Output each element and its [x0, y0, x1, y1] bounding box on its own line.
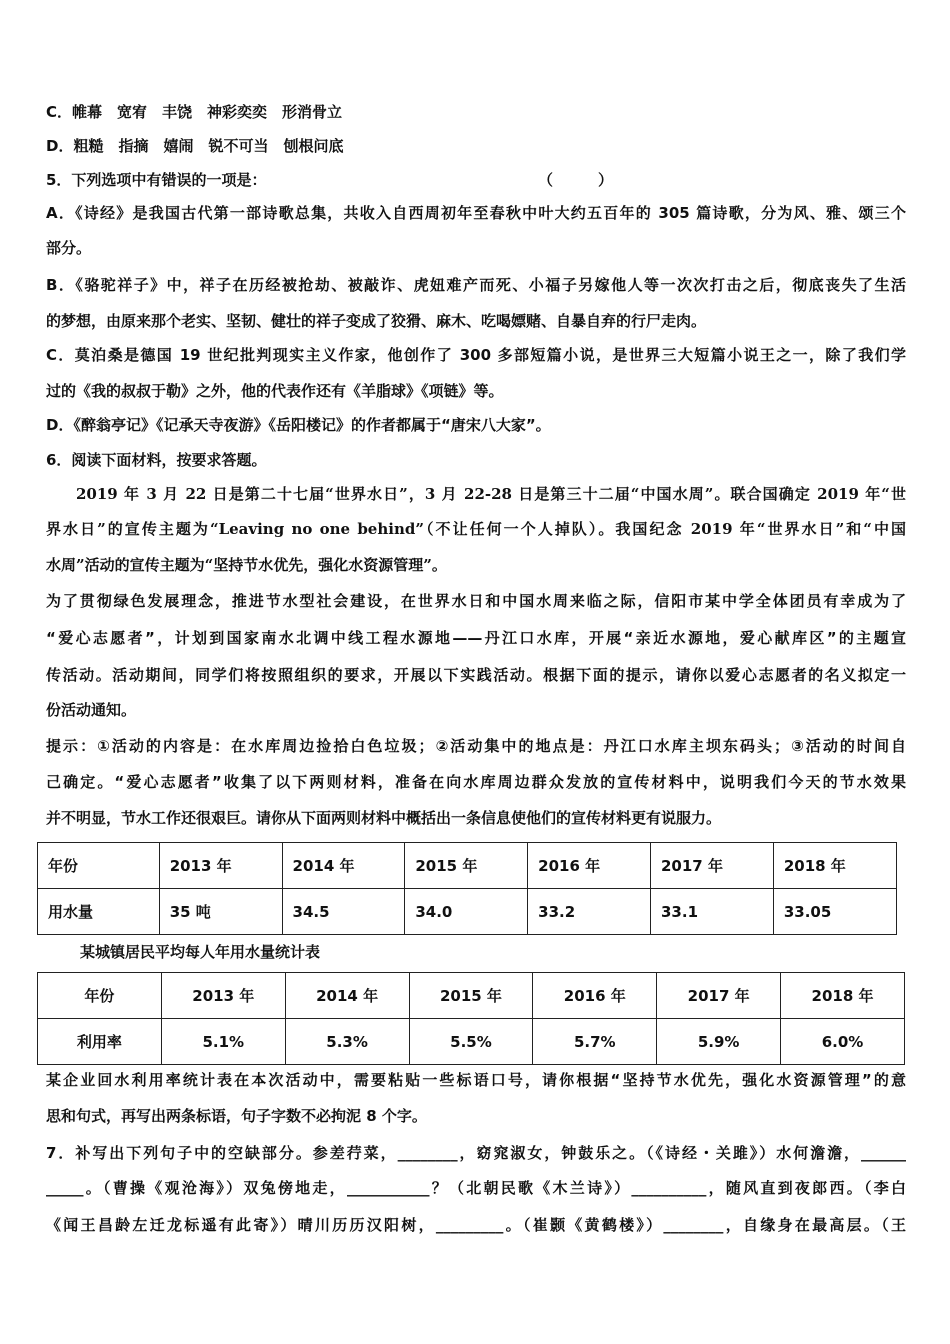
- q5-line: B．《骆驼祥子》中，祥子在历经被抢劫、被敲诈、虎妞难产而死、小福子另嫁他人等一次次打击之后，彻底丧失了生活: [46, 276, 906, 294]
- question-7-line: 7．补写出下列句子中的空缺部分。参差荇菜，________，窈窕淑女，钟鼓乐之。（《诗经・关雎》）水何澹澹，______: [46, 1144, 906, 1162]
- table-cell: 2018 年: [773, 843, 896, 889]
- question-7-line: 《闻王昌龄左迁龙标遥有此寄》）晴川历历汉阳树，_________。（崔颢《黄鹤楼》）________，自缘身在最高层。（王: [46, 1216, 906, 1234]
- table-cell: 2017 年: [657, 973, 781, 1019]
- table-cell: 33.05: [773, 889, 896, 935]
- table-cell: 年份: [38, 973, 162, 1019]
- table-cell: 5.3%: [285, 1019, 409, 1065]
- material-line: 水周”活动的宣传主题为“坚持节水优先，强化水资源管理”。: [46, 556, 447, 574]
- option-d: D．粗糙 指摘 嬉闹 锐不可当 刨根问底: [46, 137, 344, 155]
- question-6-stem: 6．阅读下面材料，按要求答题。: [46, 451, 267, 469]
- table-cell: 2014 年: [285, 973, 409, 1019]
- after-table-line: 某企业回水利用率统计表在本次活动中，需要粘贴一些标语口号，请你根据“坚持节水优先，强化水资源管理”的意: [46, 1071, 906, 1089]
- table-cell: 33.2: [528, 889, 651, 935]
- q5-line: 的梦想，由原来那个老实、坚韧、健壮的祥子变成了狡猾、麻木、吃喝嫖赌、自暴自弃的行尸走肉。: [46, 312, 707, 330]
- table-cell: 2015 年: [409, 973, 533, 1019]
- table-cell: 年份: [38, 843, 160, 889]
- task-line: 己确定。“爱心志愿者”收集了以下两则材料，准备在向水库周边群众发放的宣传材料中，说明我们今天的节水效果: [46, 773, 906, 791]
- table-header-row: [38, 973, 905, 1019]
- q5-line: A．《诗经》是我国古代第一部诗歌总集，共收入自西周初年至春秋中叶大约五百年的 305 篇诗歌，分为风、雅、颂三个: [46, 204, 906, 222]
- table-header-row: [38, 843, 897, 889]
- task-line: 并不明显，节水工作还很艰巨。请你从下面两则材料中概括出一条信息使他们的宣传材料更有说服力。: [46, 809, 722, 827]
- table-row: [38, 1019, 905, 1065]
- table-cell: 2016 年: [528, 843, 651, 889]
- q5-line: C．莫泊桑是德国 19 世纪批判现实主义作家，他创作了 300 多部短篇小说，是世界三大短篇小说王之一，除了我们学: [46, 346, 906, 364]
- table-row: [38, 889, 897, 935]
- table-cell: 2016 年: [533, 973, 657, 1019]
- table-cell: 33.1: [651, 889, 774, 935]
- table-cell: 利用率: [38, 1019, 162, 1065]
- water-usage-table: [37, 842, 897, 935]
- table-cell: 5.7%: [533, 1019, 657, 1065]
- question-5-stem: [46, 170, 906, 190]
- q5-line: 部分。: [46, 239, 92, 257]
- table-cell: 2013 年: [161, 973, 285, 1019]
- task-line: “爱心志愿者”，计划到国家南水北调中线工程水源地——丹江口水库，开展“亲近水源地，爱心献库区”的主题宣: [46, 629, 906, 647]
- table-cell: 5.5%: [409, 1019, 533, 1065]
- task-line: 传活动。活动期间，同学们将按照组织的要求，开展以下实践活动。根据下面的提示，请你以爱心志愿者的名义拟定一: [46, 666, 906, 684]
- table-cell: 2018 年: [781, 973, 905, 1019]
- table-caption: 某城镇居民平均每人年用水量统计表: [80, 943, 321, 961]
- after-table-line: 思和句式，再写出两条标语，句子字数不必拘泥 8 个字。: [46, 1107, 427, 1125]
- table-cell: 5.1%: [161, 1019, 285, 1065]
- q5-line: D．《醉翁亭记》《记承天寺夜游》《岳阳楼记》的作者都属于“唐宋八大家”。: [46, 416, 551, 434]
- table-cell: 34.5: [282, 889, 405, 935]
- table-cell: 2013 年: [159, 843, 282, 889]
- table-cell: 2015 年: [405, 843, 528, 889]
- q5-line: 过的《我的叔叔于勒》之外，他的代表作还有《羊脂球》《项链》等。: [46, 382, 504, 400]
- question-stem-text: 5．下列选项中有错误的一项是：: [46, 171, 267, 189]
- question-7-line: _____。（曹操《观沧海》）双兔傍地走，___________？（北朝民歌《木兰诗》）__________，随风直到夜郎西。（李白: [46, 1179, 906, 1197]
- table-cell: 2014 年: [282, 843, 405, 889]
- table-cell: 34.0: [405, 889, 528, 935]
- task-line: 份活动通知。: [46, 701, 137, 719]
- material-line: 2019 年 3 月 22 日是第二十七届“世界水日”，3 月 22-28 日是第三十二届“中国水周”。联合国确定 2019 年“世: [76, 485, 906, 503]
- table-cell: 用水量: [38, 889, 160, 935]
- task-line: 为了贯彻绿色发展理念，推进节水型社会建设，在世界水日和中国水周来临之际，信阳市某中学全体团员有幸成为了: [46, 592, 906, 610]
- answer-paren: （ ）: [538, 171, 614, 189]
- water-reuse-table: [37, 972, 905, 1065]
- task-line: 提示：①活动的内容是：在水库周边捡拾白色垃圾；②活动集中的地点是：丹江口水库主坝东码头；③活动的时间自: [46, 737, 906, 755]
- table-cell: 5.9%: [657, 1019, 781, 1065]
- table-cell: 2017 年: [651, 843, 774, 889]
- option-c: C．帷幕 宽宥 丰饶 神彩奕奕 形消骨立: [46, 103, 343, 121]
- material-line: 界水日”的宣传主题为“Leaving no one behind”（不让任何一个人掉队）。我国纪念 2019 年“世界水日”和“中国: [46, 520, 906, 538]
- table-cell: 35 吨: [159, 889, 282, 935]
- table-cell: 6.0%: [781, 1019, 905, 1065]
